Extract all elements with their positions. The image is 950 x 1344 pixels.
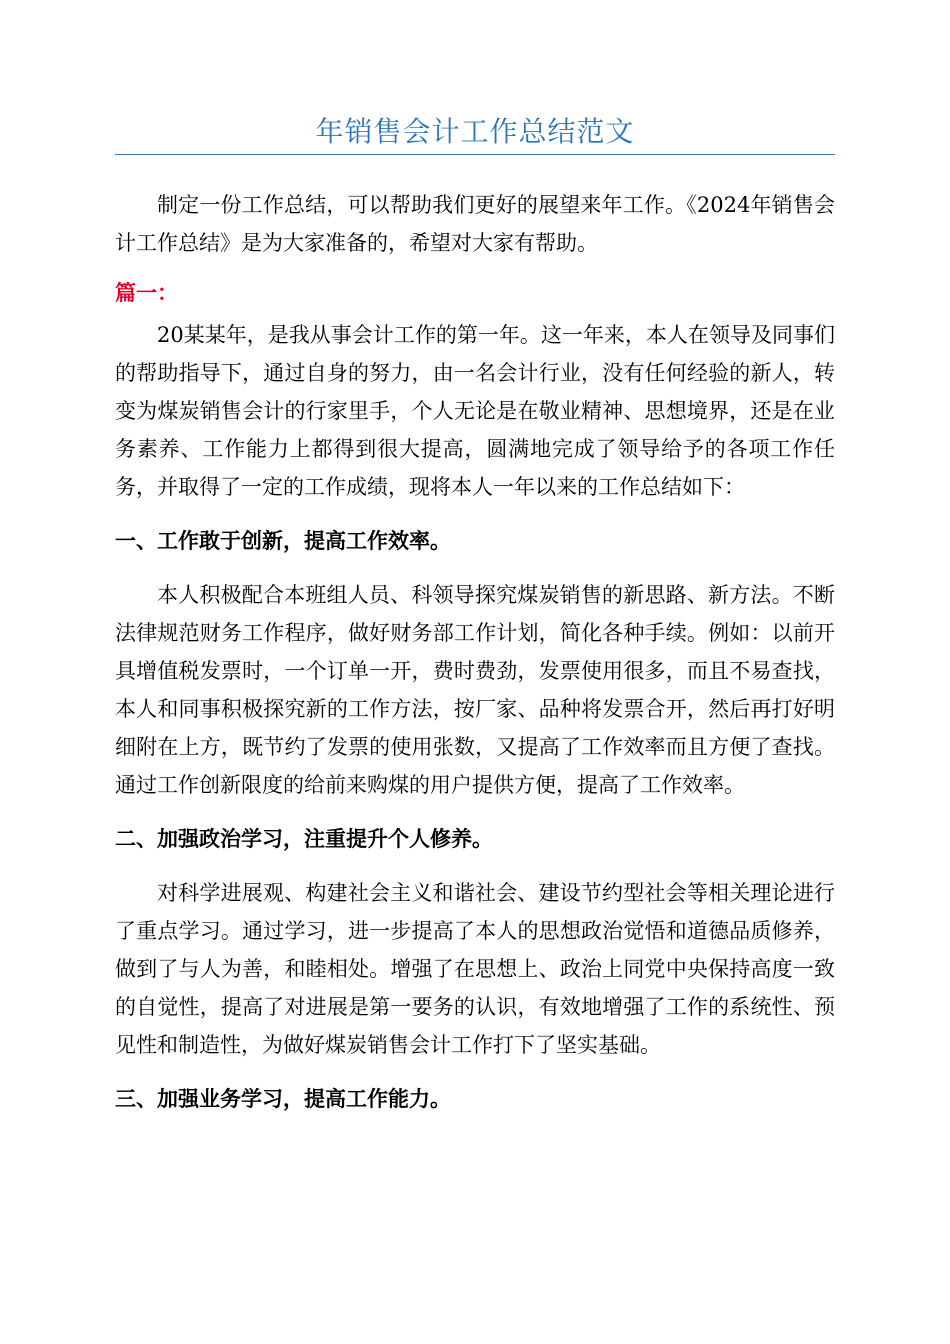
intro-paragraph: 制定一份工作总结，可以帮助我们更好的展望来年工作。《2024年销售会计工作总结》是为大家准备的，希望对大家有帮助。 (115, 193, 835, 255)
section-body-2: 对科学进展观、构建社会主义和谐社会、建设节约型社会等相关理论进行了重点学习。通过学习，进一步提高了本人的思想政治觉悟和道德品质修养，做到了与人为善，和睦相处。增强了在思想上、政治上同党中央保持高度一致的自觉性，提高了对进展是第一要务的认识，有效地增强了工作的系统性、预见性和制造性，为做好煤炭销售会计工作打下了坚实基础。 (115, 881, 835, 1057)
opening-paragraph: 20某某年，是我从事会计工作的第一年。这一年来，本人在领导及同事们的帮助指导下，通过自身的努力，由一名会计行业，没有任何经验的新人，转变为煤炭销售会计的行家里手，个人无论是在敬业精神、思想境界，还是在业务素养、工作能力上都得到很大提高，圆满地完成了领导给予的各项工作任务，并取得了一定的工作成绩，现将本人一年以来的工作总结如下： (115, 323, 835, 499)
part-label: 篇一： (115, 281, 178, 305)
document-body (115, 174, 835, 1118)
section-heading-1: 一、工作敢于创新，提高工作效率。 (115, 529, 451, 553)
section-heading-2: 二、加强政治学习，注重提升个人修养。 (115, 827, 493, 851)
title-underline (115, 154, 835, 155)
section-heading-3: 三、加强业务学习，提高工作能力。 (115, 1087, 451, 1111)
document-title: 年销售会计工作总结范文 (315, 115, 635, 148)
section-body-1: 本人积极配合本班组人员、科领导探究煤炭销售的新思路、新方法。不断法律规范财务工作程序，做好财务部工作计划，简化各种手续。例如：以前开具增值税发票时，一个订单一开，费时费劲，发票使用很多，而且不易查找，本人和同事积极探究新的工作方法，按厂家、品种将发票合开，然后再打好明细附在上方，既节约了发票的使用张数，又提高了工作效率而且方便了查找。通过工作创新限度的给前来购煤的用户提供方便，提高了工作效率。 (115, 583, 835, 797)
